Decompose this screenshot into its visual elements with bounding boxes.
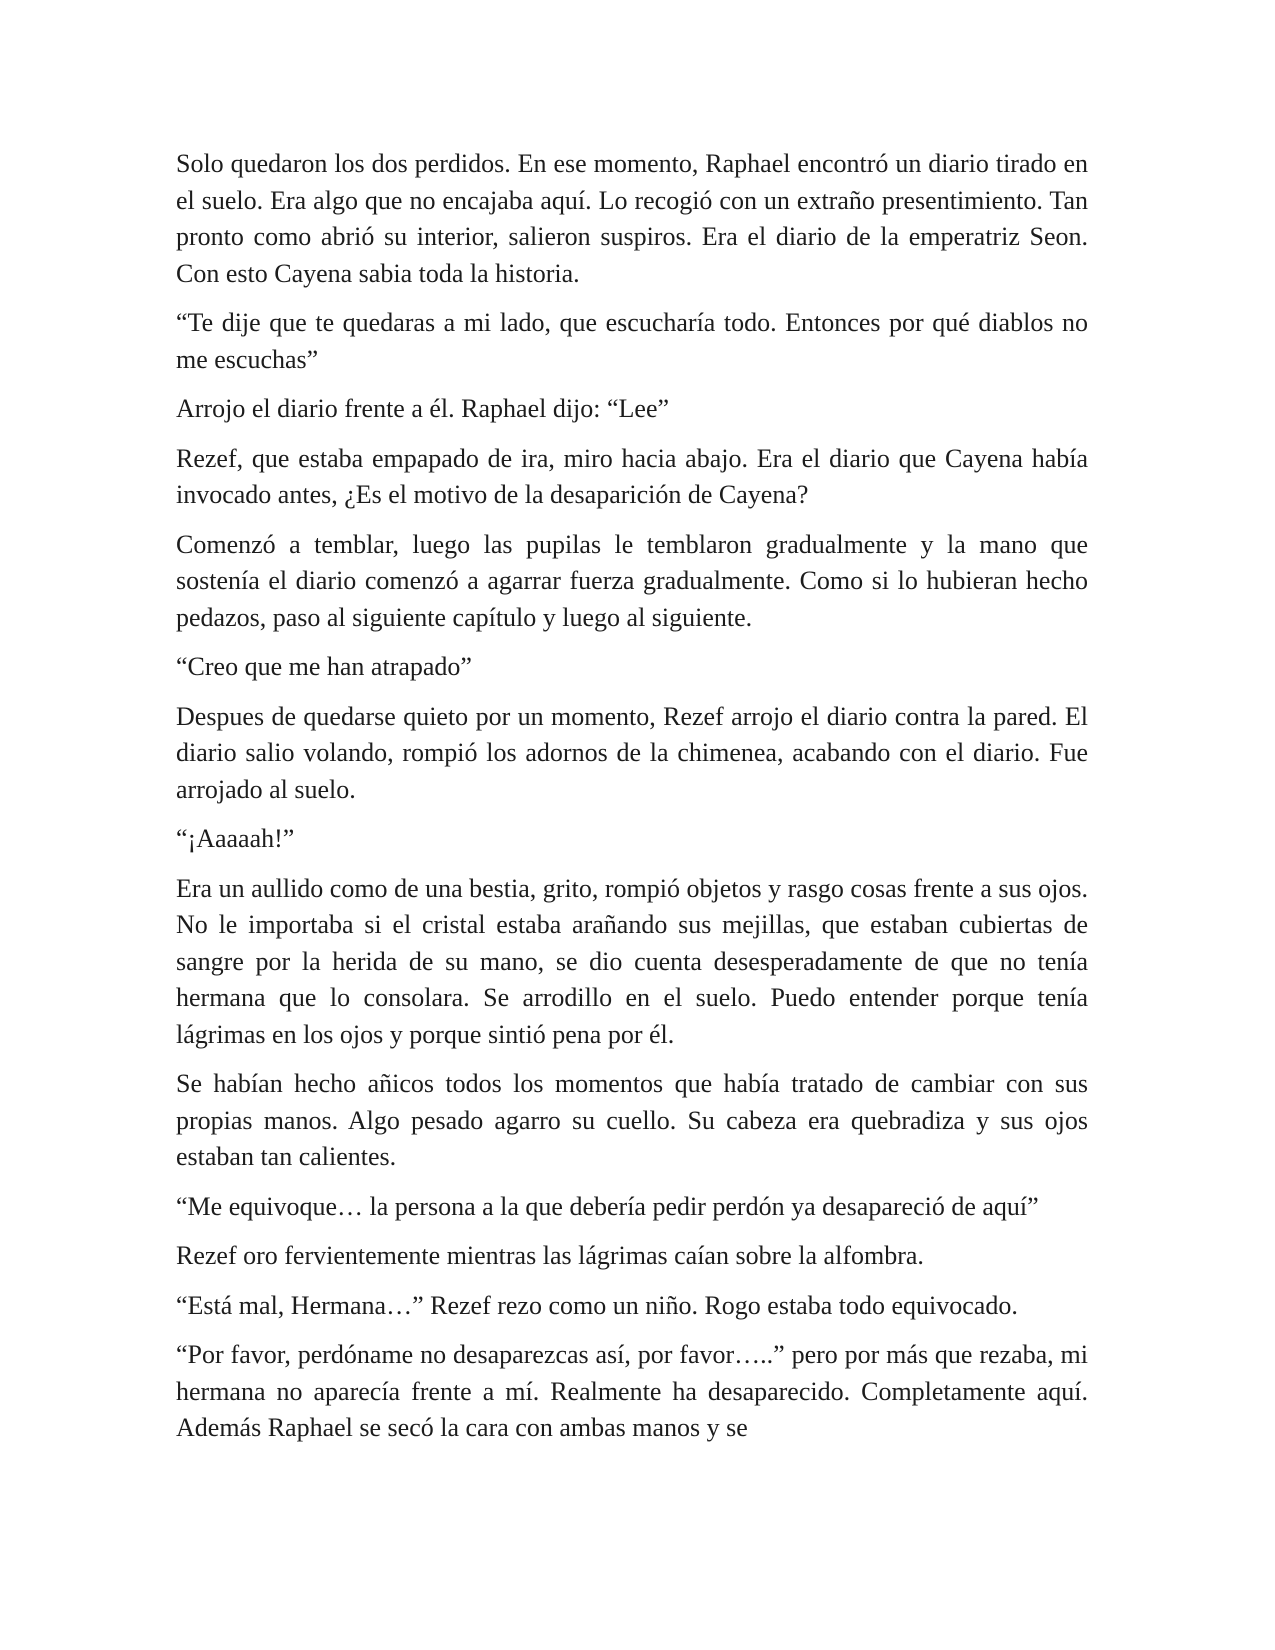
- paragraph: Era un aullido como de una bestia, grito, rompió objetos y rasgo cosas frente a sus ojos. No le importaba si el cristal estaba arañando sus mejillas, que estaban cubiertas de sangre por la herida de su mano, se dio cuenta desesperadamente de que no tenía hermana que lo consolara. Se arrodillo en el suelo. Puedo entender porque tenía lágrimas en los ojos y porque sintió pena por él.: [176, 873, 1088, 1049]
- paragraph: “¡Aaaaah!”: [176, 824, 295, 853]
- paragraph: “Por favor, perdóname no desaparezcas así, por favor…..” pero por más que rezaba, mi hermana no aparecía frente a mí. Realmente ha desaparecido. Completamente aquí. Además Raphael se secó la cara con ambas manos y se: [176, 1340, 1088, 1442]
- paragraph: “Me equivoque… la persona a la que debería pedir perdón ya desapareció de aquí”: [176, 1191, 1039, 1221]
- paragraph: Comenzó a temblar, luego las pupilas le temblaron gradualmente y la mano que sostenía el diario comenzó a agarrar fuerza gradualmente. Como si lo hubieran hecho pedazos, paso al siguiente capítulo y luego al siguiente.: [176, 529, 1088, 632]
- document-page: [176, 146, 1088, 1447]
- paragraph: Arrojo el diario frente a él. Raphael dijo: “Lee”: [176, 394, 670, 423]
- paragraph: Rezef, que estaba empapado de ira, miro hacia abajo. Era el diario que Cayena había invocado antes, ¿Es el motivo de la desaparición de Cayena?: [176, 443, 1088, 509]
- paragraph: Despues de quedarse quieto por un momento, Rezef arrojo el diario contra la pared. El diario salio volando, rompió los adornos de la chimenea, acabando con el diario. Fue arrojado al suelo.: [176, 701, 1088, 804]
- paragraph: “Está mal, Hermana…” Rezef rezo como un niño. Rogo estaba todo equivocado.: [176, 1290, 1018, 1320]
- paragraph: Rezef oro fervientemente mientras las lágrimas caían sobre la alfombra.: [176, 1241, 924, 1270]
- paragraph: “Te dije que te quedaras a mi lado, que escucharía todo. Entonces por qué diablos no me escuchas”: [176, 308, 1088, 374]
- paragraph: “Creo que me han atrapado”: [176, 652, 472, 681]
- paragraph: Solo quedaron los dos perdidos. En ese momento, Raphael encontró un diario tirado en el suelo. Era algo que no encajaba aquí. Lo recogió con un extraño presentimiento. Tan pronto como abrió su interior, salieron suspiros. Era el diario de la emperatriz Seon. Con esto Cayena sabia toda la historia.: [176, 149, 1088, 288]
- paragraph: Se habían hecho añicos todos los momentos que había tratado de cambiar con sus propias manos. Algo pesado agarro su cuello. Su cabeza era quebradiza y sus ojos estaban tan calientes.: [176, 1069, 1088, 1171]
